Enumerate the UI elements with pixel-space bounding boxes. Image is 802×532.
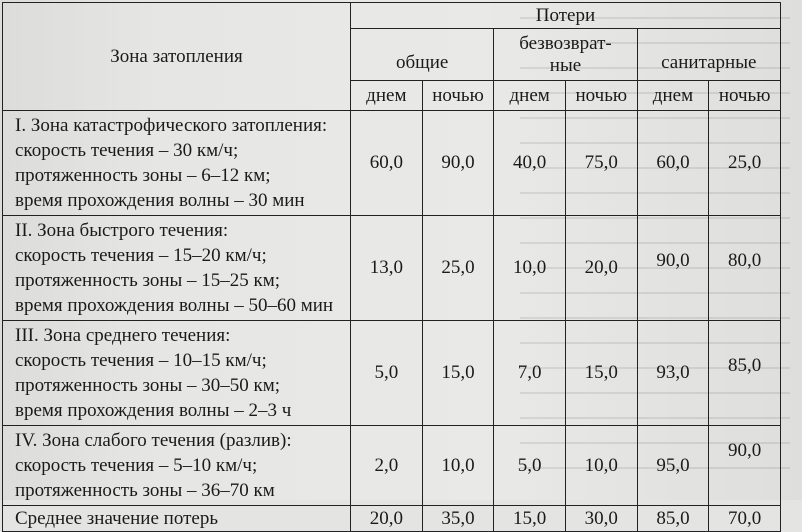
sanitary-night-value: 90,0 <box>709 426 781 506</box>
total-night-value: 15,0 <box>422 321 494 426</box>
average-row <box>3 506 781 532</box>
zone-description <box>3 216 351 321</box>
irrecoverable-day-value: 5,0 <box>494 426 566 506</box>
irrecoverable-night-value: 75,0 <box>565 111 637 216</box>
zone-speed: скорость течения – 30 км/ч; <box>15 140 239 161</box>
sanitary-night-value: 85,0 <box>709 321 781 426</box>
zone-title: IV. Зона слабого течения (разлив): <box>15 430 292 451</box>
sanitary-day-value: 95,0 <box>637 426 709 506</box>
day-header: днем <box>494 81 566 111</box>
total-day-value: 5,0 <box>351 321 423 426</box>
irrecoverable-day-value: 10,0 <box>494 216 566 321</box>
total-night-value: 90,0 <box>422 111 494 216</box>
zone-title: II. Зона быстрого течения: <box>15 220 229 241</box>
avg-irrecoverable-day-value: 15,0 <box>494 506 566 532</box>
total-day-value: 2,0 <box>351 426 423 506</box>
zone-wave-time: время прохождения волны – 50–60 мин <box>15 295 334 316</box>
zone-description <box>3 111 351 216</box>
losses-header: Потери <box>351 3 781 29</box>
sanitary-header: санитарные <box>637 29 780 81</box>
avg-sanitary-day-value: 85,0 <box>637 506 709 532</box>
zone-length: протяженность зоны – 30–50 км; <box>15 375 281 396</box>
zone-title: I. Зона катастрофического затопления: <box>15 115 328 136</box>
irrecoverable-day-value: 40,0 <box>494 111 566 216</box>
day-header: днем <box>637 81 709 111</box>
total-night-value: 25,0 <box>422 216 494 321</box>
sanitary-night-value: 25,0 <box>709 111 781 216</box>
zone-row-2 <box>3 216 781 321</box>
zone-row-3 <box>3 321 781 426</box>
avg-total-day-value: 20,0 <box>351 506 423 532</box>
night-header: ночью <box>565 81 637 111</box>
zone-length: протяженность зоны – 36–70 км <box>15 480 275 501</box>
zone-description <box>3 426 351 506</box>
night-header: ночью <box>709 81 781 111</box>
zone-speed: скорость течения – 15–20 км/ч; <box>15 245 267 266</box>
zone-length: протяженность зоны – 6–12 км; <box>15 165 271 186</box>
zone-header: Зона затопления <box>3 3 351 111</box>
irrecoverable-header: безвозврат-ные <box>494 29 637 81</box>
irrecoverable-night-value: 15,0 <box>565 321 637 426</box>
zone-wave-time: время прохождения волны – 2–3 ч <box>15 400 292 421</box>
irrecoverable-night-value: 10,0 <box>565 426 637 506</box>
avg-total-night-value: 35,0 <box>422 506 494 532</box>
zone-length: протяженность зоны – 15–25 км; <box>15 270 281 291</box>
irrecoverable-day-value: 7,0 <box>494 321 566 426</box>
sanitary-day-value: 60,0 <box>637 111 709 216</box>
sanitary-day-value: 93,0 <box>637 321 709 426</box>
total-day-value: 60,0 <box>351 111 423 216</box>
zone-title: III. Зона среднего течения: <box>15 325 231 346</box>
total-day-value: 13,0 <box>351 216 423 321</box>
zone-speed: скорость течения – 5–10 км/ч; <box>15 455 258 476</box>
night-header: ночью <box>422 81 494 111</box>
total-header: общие <box>351 29 494 81</box>
header-row-1 <box>3 3 781 29</box>
sanitary-day-value: 90,0 <box>637 216 709 321</box>
avg-irrecoverable-night-value: 30,0 <box>565 506 637 532</box>
irrecoverable-night-value: 20,0 <box>565 216 637 321</box>
average-label: Среднее значение потерь <box>3 506 351 532</box>
zone-wave-time: время прохождения волны – 30 мин <box>15 190 305 211</box>
zone-speed: скорость течения – 10–15 км/ч; <box>15 350 267 371</box>
day-header: днем <box>351 81 423 111</box>
zone-row-4 <box>3 426 781 506</box>
zone-row-1 <box>3 111 781 216</box>
avg-sanitary-night-value: 70,0 <box>709 506 781 532</box>
zone-description <box>3 321 351 426</box>
sanitary-night-value: 80,0 <box>709 216 781 321</box>
total-night-value: 10,0 <box>422 426 494 506</box>
flood-losses-table <box>2 2 781 532</box>
